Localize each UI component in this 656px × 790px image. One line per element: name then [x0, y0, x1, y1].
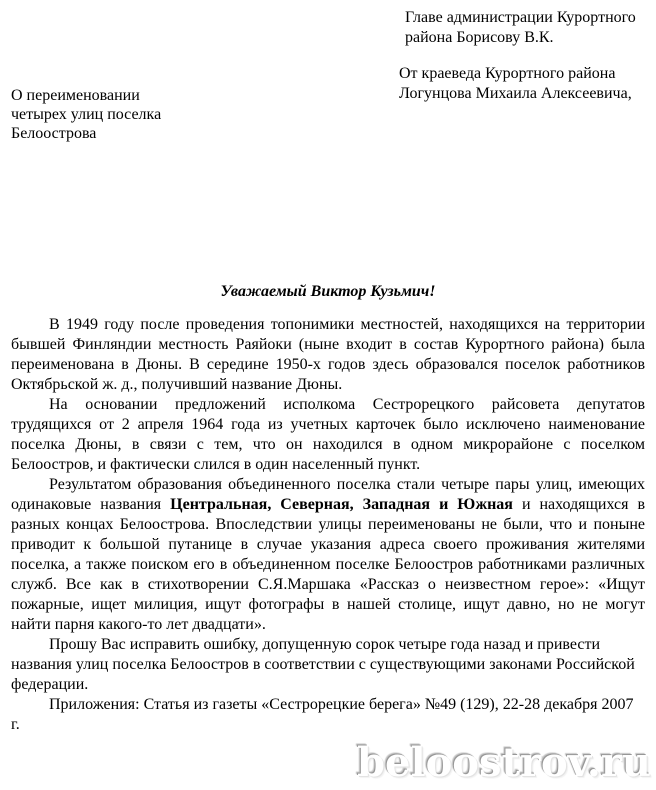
watermark-beloostrov: beloostrov.ru: [356, 739, 651, 786]
paragraph-request: Прошу Вас исправить ошибку, допущенную сорок четыре года назад и привести названия улиц поселка Белоостров в соответствии с существующими законами Российской федерации.: [11, 636, 635, 693]
sender-line: Логунцова Михаила Алексеевича,: [399, 85, 632, 102]
subject-line: О переименовании: [11, 87, 140, 104]
recipient-line: Главе администрации Курортного: [405, 9, 636, 26]
subject-block: [11, 86, 231, 143]
paragraph-streets: [11, 475, 645, 635]
paragraph-streets-text-after: и находящихся в разных концах Белоострова. Впоследствии улицы переименованы не были, что и поныне приводит к большой путанице в случае указания адреса своего проживания жителями поселка, а также поиском его в объединенном поселке Белоостров работниками различных служб. Все как в стихотворении С.Я.Маршака «Рассказ о неизвестном герое»: «Ищут пожарные, ищет милиция, ищут фотографы в нашей столице, ищут давно, но не могут найти парня какого-то лет двадцати».: [11, 496, 646, 633]
subject-line: Белоострова: [11, 125, 97, 142]
street-names-bold: Центральная, Северная, Западная и Южная: [170, 496, 513, 513]
salutation: Уважаемый Виктор Кузьмич!: [220, 283, 436, 300]
subject-line: четырех улиц поселка: [11, 106, 162, 123]
attachment-line: Приложения: Статья из газеты «Сестрорецкие берега» №49 (129), 22-28 декабря 2007 г.: [11, 696, 634, 733]
paragraph-streets-text-before: Результатом образования объединенного поселка стали четыре пары улиц, имеющих одинаковые названия: [11, 476, 645, 513]
sender-line: От краеведа Курортного района: [399, 65, 616, 82]
recipient-block: [405, 8, 650, 48]
letter-body: [11, 315, 645, 735]
recipient-line: района Борисову В.К.: [405, 29, 554, 46]
sender-block: [399, 64, 651, 104]
paragraph-decision: На основании предложений исполкома Сестрорецкого райсовета депутатов трудящихся от 2 апреля 1964 года из учетных карточек было исключено наименование поселка Дюны, в связи с тем, что он находился в одном микрорайоне с поселком Белоостров, и фактически слился в один населенный пункт.: [11, 396, 645, 473]
paragraph-history: В 1949 году после проведения топонимики местностей, находящихся на территории бывшей Финляндии местность Раяйоки (ныне входит в состав Курортного района) была переименована в Дюны. В середине 1950-х годов здесь образовался поселок работников Октябрьской ж. д., получивший название Дюны.: [11, 316, 645, 393]
